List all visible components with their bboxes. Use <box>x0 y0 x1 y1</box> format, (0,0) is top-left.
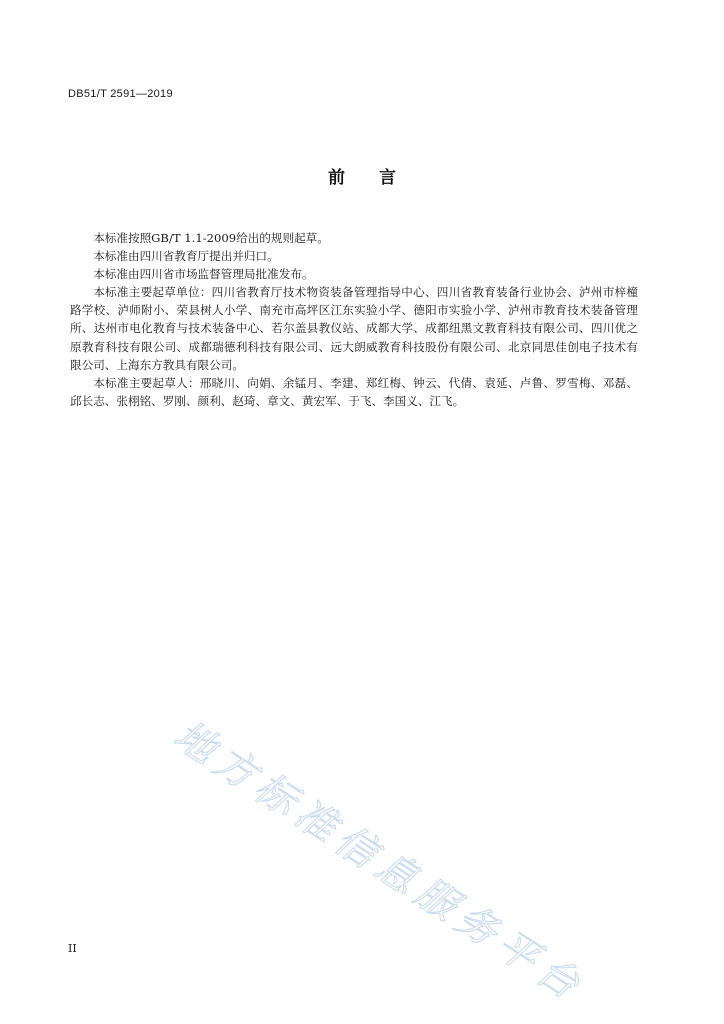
section-title: 前 言 <box>328 168 410 188</box>
paragraph-proposer: 本标准由四川省教育厅提出并归口。 <box>93 249 279 264</box>
watermark-text: 地方标准信息服务平台 <box>165 712 594 1013</box>
paragraph-drafting-units: 本标准主要起草单位：四川省教育厅技术物资装备管理指导中心、四川省教育装备行业协会、泸州市梓橦路学校、泸师附小、荣县树人小学、南充市高坪区江东实验小学、德阳市实验小学、泸州市教育技术装备管理所、达州市电化教育与技术装备中心、若尔盖县教仪站、成都大学、成都纽黑文教育科技有限公司、四川优之原教育科技有限公司、成都瑞德利科技有限公司、远大朗威教育科技股份有限公司、北京同思佳创电子技术有限公司、上海东方教具有限公司。 <box>70 285 638 372</box>
document-code: DB51/T 2591—2019 <box>68 88 173 100</box>
paragraph-drafters: 本标准主要起草人：邢晓川、向娟、余锰月、李建、郑红梅、钟云、代倩、袁延、卢鲁、罗雪梅、邓磊、邱长志、张栩铭、罗刚、颜利、赵琦、章文、黄宏军、于飞、李国义、江飞。 <box>70 375 638 408</box>
foreword-body <box>70 229 638 410</box>
paragraph-drafting-rules: 本标准按照GB/T 1.1-2009给出的规则起草。 <box>93 231 329 245</box>
paragraph-approver: 本标准由四川省市场监督管理局批准发布。 <box>93 267 314 282</box>
page-number: II <box>68 942 77 955</box>
